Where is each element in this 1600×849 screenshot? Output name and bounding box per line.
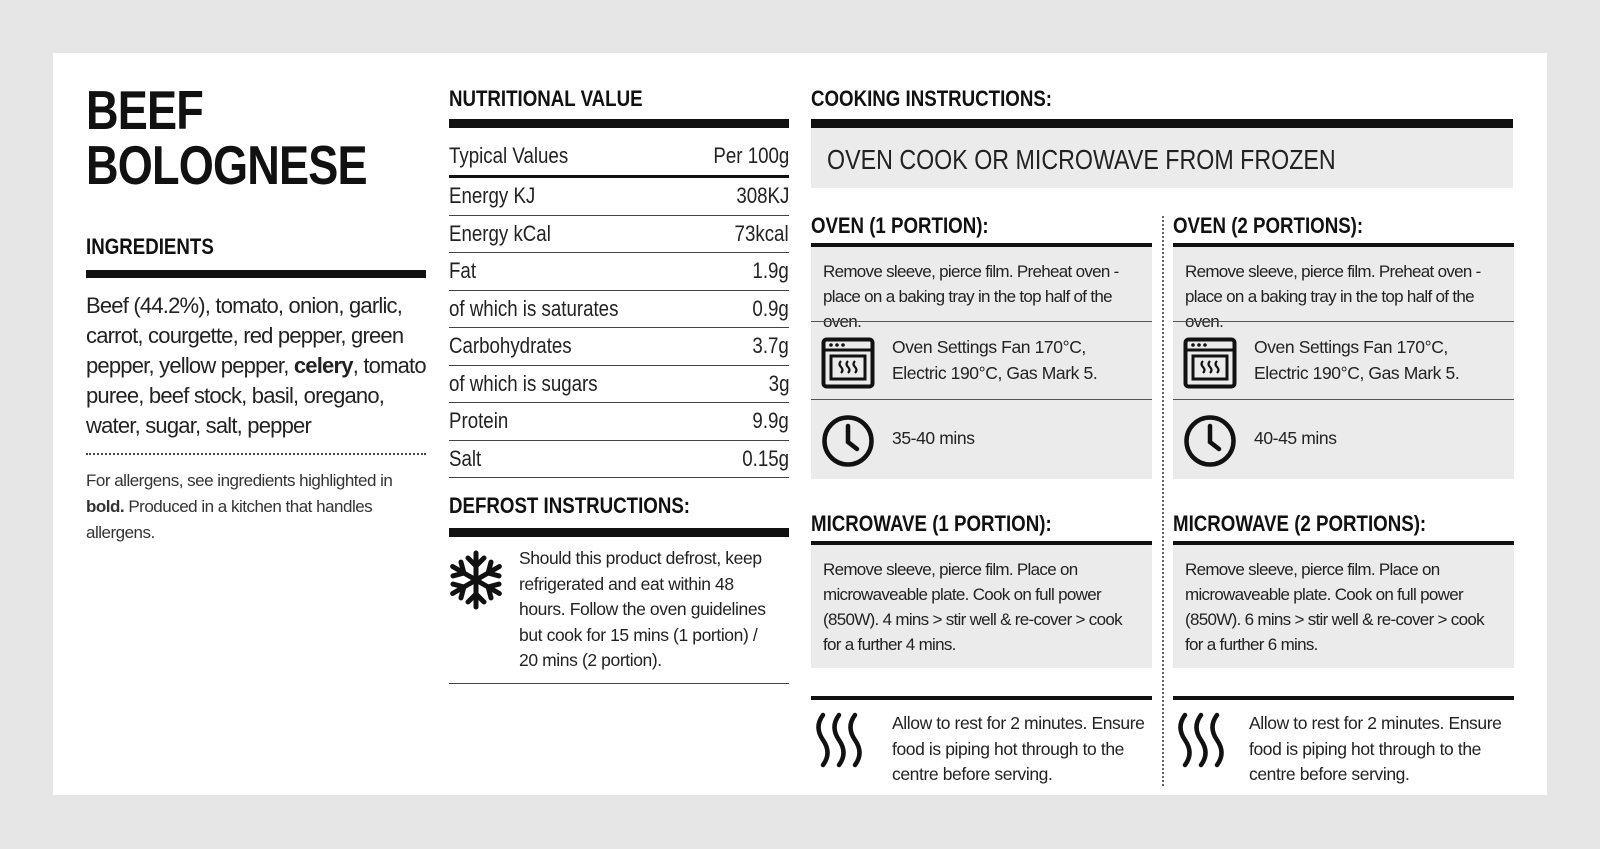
nutrition-rule (449, 119, 789, 128)
heat-waves-icon (1173, 712, 1229, 768)
nutrition-table (449, 138, 789, 478)
oven-icon (821, 337, 875, 389)
table-row: Energy KJ 308KJ (449, 178, 789, 216)
table-row: Salt 0.15g (449, 441, 789, 479)
rest-1-rule (811, 696, 1152, 700)
nutrition-heading: NUTRITIONAL VALUE (449, 86, 643, 111)
microwave-2-heading: MICROWAVE (2 PORTIONS): (1173, 511, 1427, 536)
microwave-2-text: Remove sleeve, pierce film. Place on microwaveable plate. Cook on full power (850W). 6 mins > stir well & re-cover > cook for a further 6 mins. (1173, 545, 1514, 668)
oven-2-box (1173, 247, 1514, 479)
table-row: Fat 1.9g (449, 253, 789, 291)
ingredients-text: Beef (44.2%), tomato, onion, garlic, carrot, courgette, red pepper, green pepper, yellow pepper, celery, tomato puree, beef stock, basil, oregano, water, sugar, salt, pepper (86, 293, 426, 438)
oven-1-section (811, 209, 1152, 479)
oven-1-text: Remove sleeve, pierce film. Preheat oven - place on a baking tray in the top half of the oven. (823, 262, 1119, 331)
cooking-banner: OVEN COOK OR MICROWAVE FROM FROZEN (811, 128, 1513, 188)
cooking-rule (811, 119, 1513, 128)
oven-2-section (1173, 209, 1514, 479)
rest-2-section (1173, 696, 1514, 784)
oven-1-time: 35-40 mins (892, 428, 975, 448)
title-line-2: BOLOGNESE (86, 134, 367, 196)
defrost-rule (449, 528, 789, 537)
rest-2-rule (1173, 696, 1514, 700)
oven-1-box (811, 247, 1152, 479)
product-title (86, 79, 428, 196)
snowflake-icon (448, 549, 504, 611)
microwave-1-text: Remove sleeve, pierce film. Place on microwaveable plate. Cook on full power (850W). 4 mins > stir well & re-cover > cook for a further 4 mins. (811, 545, 1152, 668)
cooking-heading: COOKING INSTRUCTIONS: (811, 86, 1053, 111)
oven-2-text: Remove sleeve, pierce film. Preheat oven - place on a baking tray in the top half of the oven. (1185, 262, 1481, 331)
oven-icon (1183, 337, 1237, 389)
allergen-word: celery (293, 353, 353, 378)
oven-1-settings-text: Oven Settings Fan 170°C, Electric 190°C, Gas Mark 5. (892, 337, 1098, 383)
oven-2-settings-row (1173, 321, 1514, 399)
defrost-text: Should this product defrost, keep refrigerated and eat within 48 hours. Follow the oven guidelines but cook for 15 mins (1 portion) / 20 mins (2 portion). (519, 548, 766, 670)
oven-2-heading: OVEN (2 PORTIONS): (1173, 213, 1364, 238)
ingredients-heading: INGREDIENTS (86, 234, 214, 259)
table-row: of which is saturates 0.9g (449, 291, 789, 329)
rest-1-text: Allow to rest for 2 minutes. Ensure food is piping hot through to the centre before serving. (892, 713, 1145, 784)
defrost-bottom-rule (449, 683, 789, 684)
clock-icon (821, 414, 875, 468)
microwave-2-section (1173, 507, 1514, 668)
rest-1-section (811, 696, 1152, 784)
rest-2-text: Allow to rest for 2 minutes. Ensure food is piping hot through to the centre before serving. (1249, 713, 1502, 784)
heat-waves-icon (811, 712, 867, 768)
title-line-1: BEEF (86, 79, 204, 141)
column-divider (1162, 216, 1164, 786)
oven-2-time-row (1173, 399, 1514, 479)
oven-2-settings-text: Oven Settings Fan 170°C, Electric 190°C, Gas Mark 5. (1254, 337, 1460, 383)
allergen-note: For allergens, see ingredients highlighted in bold. Produced in a kitchen that handles allergens. (86, 471, 393, 542)
table-row: of which is sugars 3g (449, 366, 789, 404)
oven-2-time: 40-45 mins (1254, 428, 1337, 448)
table-row: Energy kCal 73kcal (449, 216, 789, 254)
microwave-1-heading: MICROWAVE (1 PORTION): (811, 511, 1052, 536)
clock-icon (1183, 414, 1237, 468)
defrost-heading: DEFROST INSTRUCTIONS: (449, 493, 691, 518)
oven-1-heading: OVEN (1 PORTION): (811, 213, 989, 238)
ingredients-rule (86, 270, 426, 278)
dotted-divider (86, 453, 426, 455)
oven-1-time-row (811, 399, 1152, 479)
microwave-1-section (811, 507, 1152, 668)
table-row: Carbohydrates 3.7g (449, 328, 789, 366)
table-row: Protein 9.9g (449, 403, 789, 441)
nutrition-header-row: Typical Values Per 100g (449, 138, 789, 178)
oven-1-settings-row (811, 321, 1152, 399)
